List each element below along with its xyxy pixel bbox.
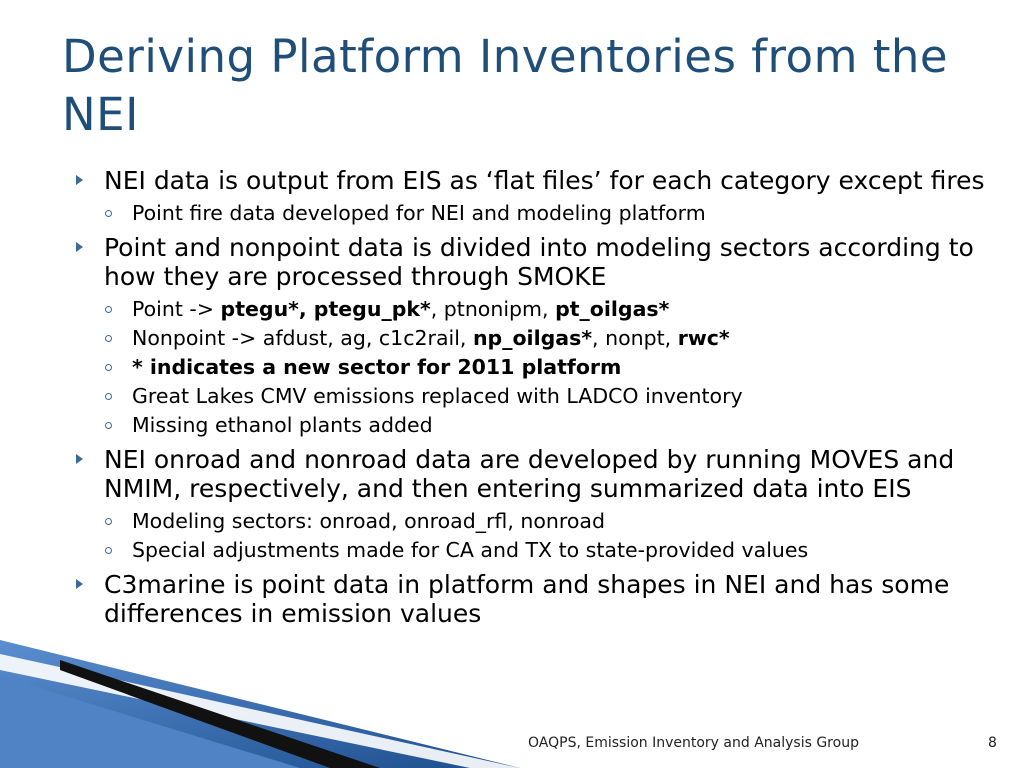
point-bold-oilgas: pt_oilgas*	[555, 297, 670, 321]
bullet-text: NEI data is output from EIS as ‘flat files’ for each category except fires	[104, 166, 985, 195]
sub-bullet-item	[74, 507, 994, 536]
circle-bullet-icon	[105, 210, 112, 217]
circle-bullet-icon	[105, 518, 112, 525]
nonpoint-prefix: Nonpoint -> afdust, ag, c1c2rail,	[132, 326, 473, 350]
point-bold-sectors: ptegu*, ptegu_pk*	[220, 297, 431, 321]
circle-bullet-icon	[105, 306, 112, 313]
sub-bullet-text: Missing ethanol plants added	[132, 413, 433, 437]
arrow-bullet-icon	[76, 454, 83, 464]
nonpoint-mid: , nonpt,	[592, 326, 678, 350]
sub-bullet-text: Great Lakes CMV emissions replaced with LADCO inventory	[132, 384, 743, 408]
sub-bullet-text: Special adjustments made for CA and TX to state-provided values	[132, 538, 809, 562]
nonpoint-bold-rwc: rwc*	[677, 326, 730, 350]
arrow-bullet-icon	[76, 579, 83, 589]
circle-bullet-icon	[105, 335, 112, 342]
circle-bullet-icon	[105, 393, 112, 400]
sub-bullet-item	[74, 411, 994, 440]
sub-bullet-item	[74, 382, 994, 411]
bullet-item	[74, 570, 994, 628]
decorative-swoosh	[0, 640, 520, 768]
sub-bullet-text: Modeling sectors: onroad, onroad_rfl, nonroad	[132, 509, 605, 533]
new-sector-note: * indicates a new sector for 2011 platform	[132, 355, 622, 379]
sub-bullet-item	[74, 353, 994, 382]
arrow-bullet-icon	[76, 242, 83, 252]
bullet-text: Point and nonpoint data is divided into modeling sectors according to how they are processed through SMOKE	[104, 233, 974, 291]
sub-bullet-item	[74, 295, 994, 324]
slide-title: Deriving Platform Inventories from the NEI	[62, 30, 949, 141]
arrow-bullet-icon	[76, 175, 83, 185]
slide-body	[74, 166, 994, 632]
bullet-item	[74, 233, 994, 291]
circle-bullet-icon	[105, 547, 112, 554]
bullet-item	[74, 445, 994, 503]
sub-bullet-item	[74, 324, 994, 353]
bullet-text: NEI onroad and nonroad data are developed by running MOVES and NMIM, respectively, and then entering summarized data into EIS	[104, 445, 955, 503]
footer-text: OAQPS, Emission Inventory and Analysis Group	[528, 735, 859, 751]
sub-bullet-item	[74, 199, 994, 228]
bullet-text: C3marine is point data in platform and shapes in NEI and has some differences in emission values	[104, 570, 950, 628]
sub-bullet-text: Point fire data developed for NEI and modeling platform	[132, 201, 706, 225]
point-prefix: Point ->	[132, 297, 221, 321]
point-mid: , ptnonipm,	[430, 297, 556, 321]
nonpoint-bold-oilgas: np_oilgas*	[472, 326, 593, 350]
bullet-item	[74, 166, 994, 195]
circle-bullet-icon	[105, 364, 112, 371]
sub-bullet-item	[74, 536, 994, 565]
page-number: 8	[988, 735, 997, 751]
circle-bullet-icon	[105, 422, 112, 429]
